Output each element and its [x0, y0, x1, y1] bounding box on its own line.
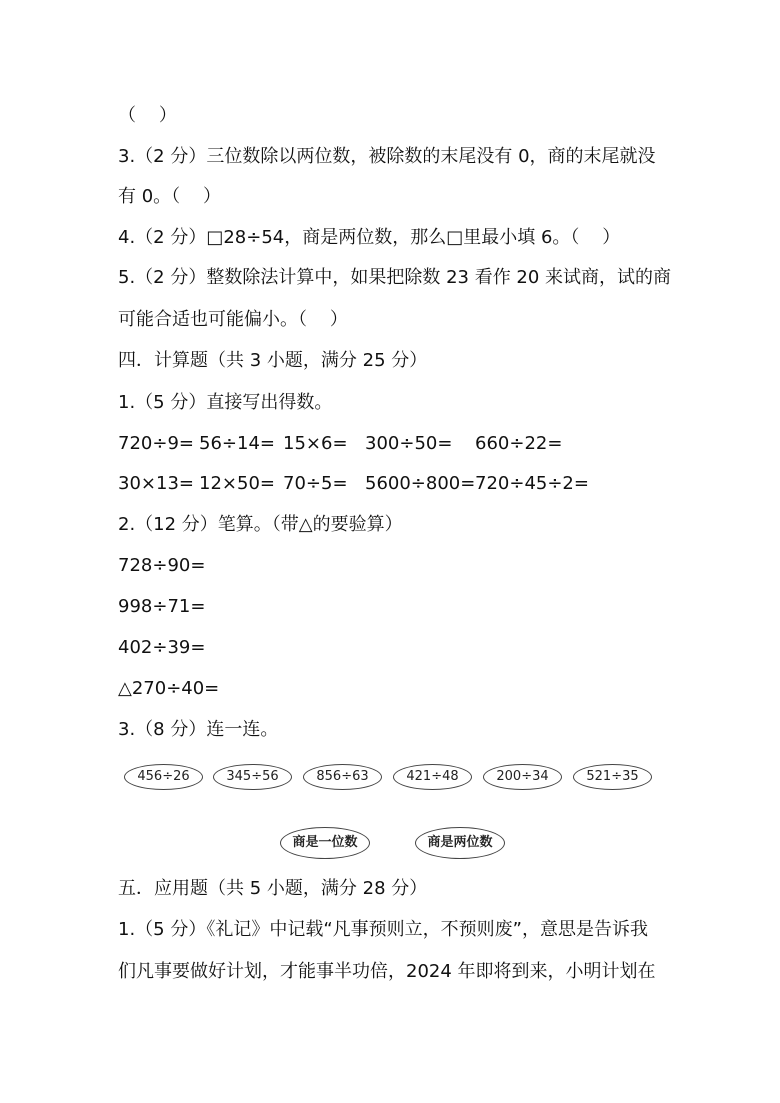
calc-item: 5600÷800= [365, 473, 476, 494]
question-4: 4.（2 分）□28÷54，商是两位数，那么□里最小填 6。（ ） [118, 227, 621, 248]
connect-category: 商是两位数 [415, 827, 505, 859]
connect-category: 商是一位数 [280, 827, 370, 859]
application-question-1-line-2: 们凡事要做好计划，才能事半功倍，2024 年即将到来，小明计划在 [118, 961, 656, 982]
written-calc-3: 402÷39= [118, 637, 206, 658]
calc-item: 15×6= [283, 433, 348, 454]
section-5-heading: 五．应用题（共 5 小题，满分 28 分） [118, 878, 428, 899]
connect-expression: 421÷48 [393, 764, 472, 790]
written-calc-2: 998÷71= [118, 596, 206, 617]
connect-expression: 521÷35 [573, 764, 652, 790]
calc-item: 30×13= [118, 473, 194, 494]
question-5-line-1: 5.（2 分）整数除法计算中，如果把除数 23 看作 20 来试商，试的商 [118, 267, 672, 288]
calc-item: 56÷14= [199, 433, 275, 454]
question-5-line-2: 可能合适也可能偏小。（ ） [118, 309, 348, 330]
application-question-1-line-1: 1.（5 分）《礼记》中记载“凡事预则立，不预则废”，意思是告诉我 [118, 919, 648, 940]
question-3-line-2: 有 0。（ ） [118, 186, 222, 207]
connect-expression: 345÷56 [213, 764, 292, 790]
line-blank-parens: （ ） [118, 105, 177, 126]
connect-expression: 200÷34 [483, 764, 562, 790]
question-3-line-1: 3.（2 分）三位数除以两位数，被除数的末尾没有 0，商的末尾就没 [118, 146, 656, 167]
written-calc-4: △270÷40= [118, 678, 220, 699]
section-4-heading: 四．计算题（共 3 小题，满分 25 分） [118, 350, 428, 371]
calc-item: 720÷45÷2= [475, 473, 589, 494]
calc-item: 70÷5= [283, 473, 348, 494]
calc-item: 660÷22= [475, 433, 563, 454]
connect-expression: 856÷63 [303, 764, 382, 790]
connect-expression: 456÷26 [124, 764, 203, 790]
calc-item: 12×50= [199, 473, 275, 494]
calc-question-1: 1.（5 分）直接写出得数。 [118, 392, 333, 413]
calc-item: 300÷50= [365, 433, 453, 454]
written-calc-1: 728÷90= [118, 555, 206, 576]
calc-question-3: 3.（8 分）连一连。 [118, 719, 279, 740]
calc-question-2: 2.（12 分）笔算。（带△的要验算） [118, 514, 403, 535]
calc-item: 720÷9= [118, 433, 194, 454]
